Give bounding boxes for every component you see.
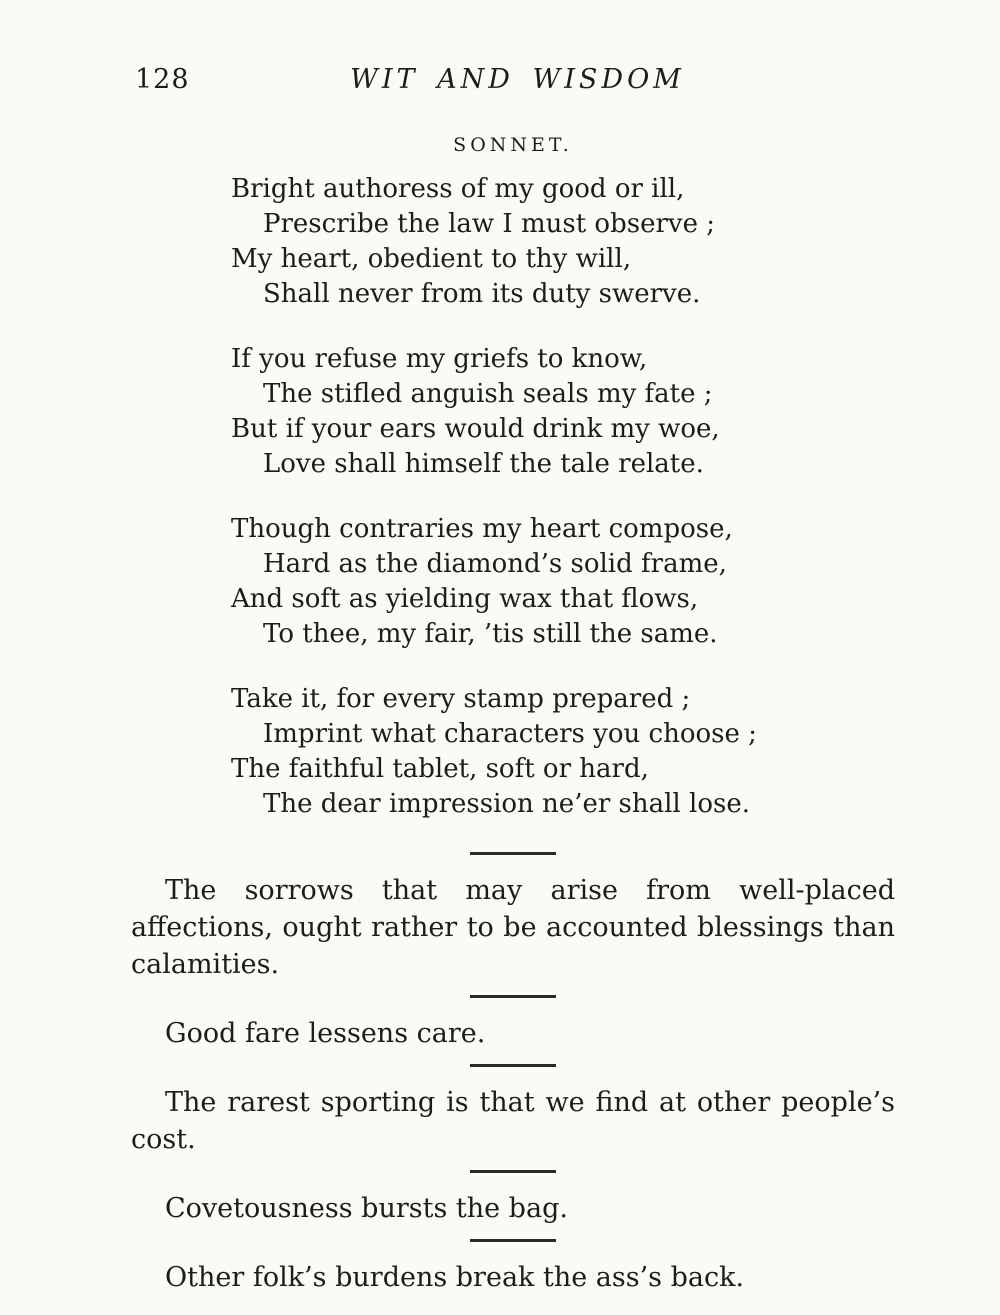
poem-line: Bright authoress of my good or ill, bbox=[231, 174, 685, 204]
section-divider bbox=[470, 852, 556, 855]
poem-line: And soft as yielding wax that flows, bbox=[231, 584, 699, 614]
aphorism-text: Good fare lessens care. bbox=[165, 1018, 486, 1049]
poem-line: Though contraries my heart compose, bbox=[231, 514, 733, 544]
page-content bbox=[131, 134, 895, 1296]
poem bbox=[231, 172, 895, 822]
section-divider bbox=[470, 995, 556, 998]
section-divider bbox=[470, 1170, 556, 1173]
poem-stanza bbox=[231, 342, 895, 482]
page-header bbox=[135, 64, 900, 100]
section-divider bbox=[470, 1064, 556, 1067]
poem-line: If you refuse my griefs to know, bbox=[231, 344, 648, 374]
section-divider bbox=[470, 1239, 556, 1242]
aphorism-text: The sorrows that may arise from well-placed affections, ought rather to be accounted blessings than calamities. bbox=[131, 875, 895, 980]
page-number: 128 bbox=[135, 64, 190, 95]
poem-line: My heart, obedient to thy will, bbox=[231, 244, 632, 274]
aphorism-section bbox=[131, 852, 895, 1296]
poem-line: To thee, my fair, ’tis still the same. bbox=[263, 619, 718, 649]
poem-stanza bbox=[231, 172, 895, 312]
poem-line: Shall never from its duty swerve. bbox=[263, 279, 701, 309]
poem-line: But if your ears would drink my woe, bbox=[231, 414, 720, 444]
poem-stanza bbox=[231, 682, 895, 822]
poem-line: Imprint what characters you choose ; bbox=[263, 719, 757, 749]
aphorism-text: The rarest sporting is that we find at other people’s cost. bbox=[131, 1087, 895, 1155]
poem-stanza bbox=[231, 512, 895, 652]
poem-title: SONNET. bbox=[453, 134, 573, 156]
poem-line: Prescribe the law I must observe ; bbox=[263, 209, 715, 239]
poem-line: The stifled anguish seals my fate ; bbox=[263, 379, 713, 409]
aphorism-text: Other folk’s burdens break the ass’s back. bbox=[165, 1262, 745, 1293]
poem-line: Hard as the diamond’s solid frame, bbox=[263, 549, 727, 579]
poem-line: Take it, for every stamp prepared ; bbox=[231, 684, 691, 714]
aphorism-text: Covetousness bursts the bag. bbox=[165, 1193, 568, 1224]
poem-line: The faithful tablet, soft or hard, bbox=[231, 754, 649, 784]
poem-line: The dear impression ne’er shall lose. bbox=[263, 789, 750, 819]
poem-line: Love shall himself the tale relate. bbox=[263, 449, 704, 479]
running-head: WIT AND WISDOM bbox=[350, 64, 685, 95]
